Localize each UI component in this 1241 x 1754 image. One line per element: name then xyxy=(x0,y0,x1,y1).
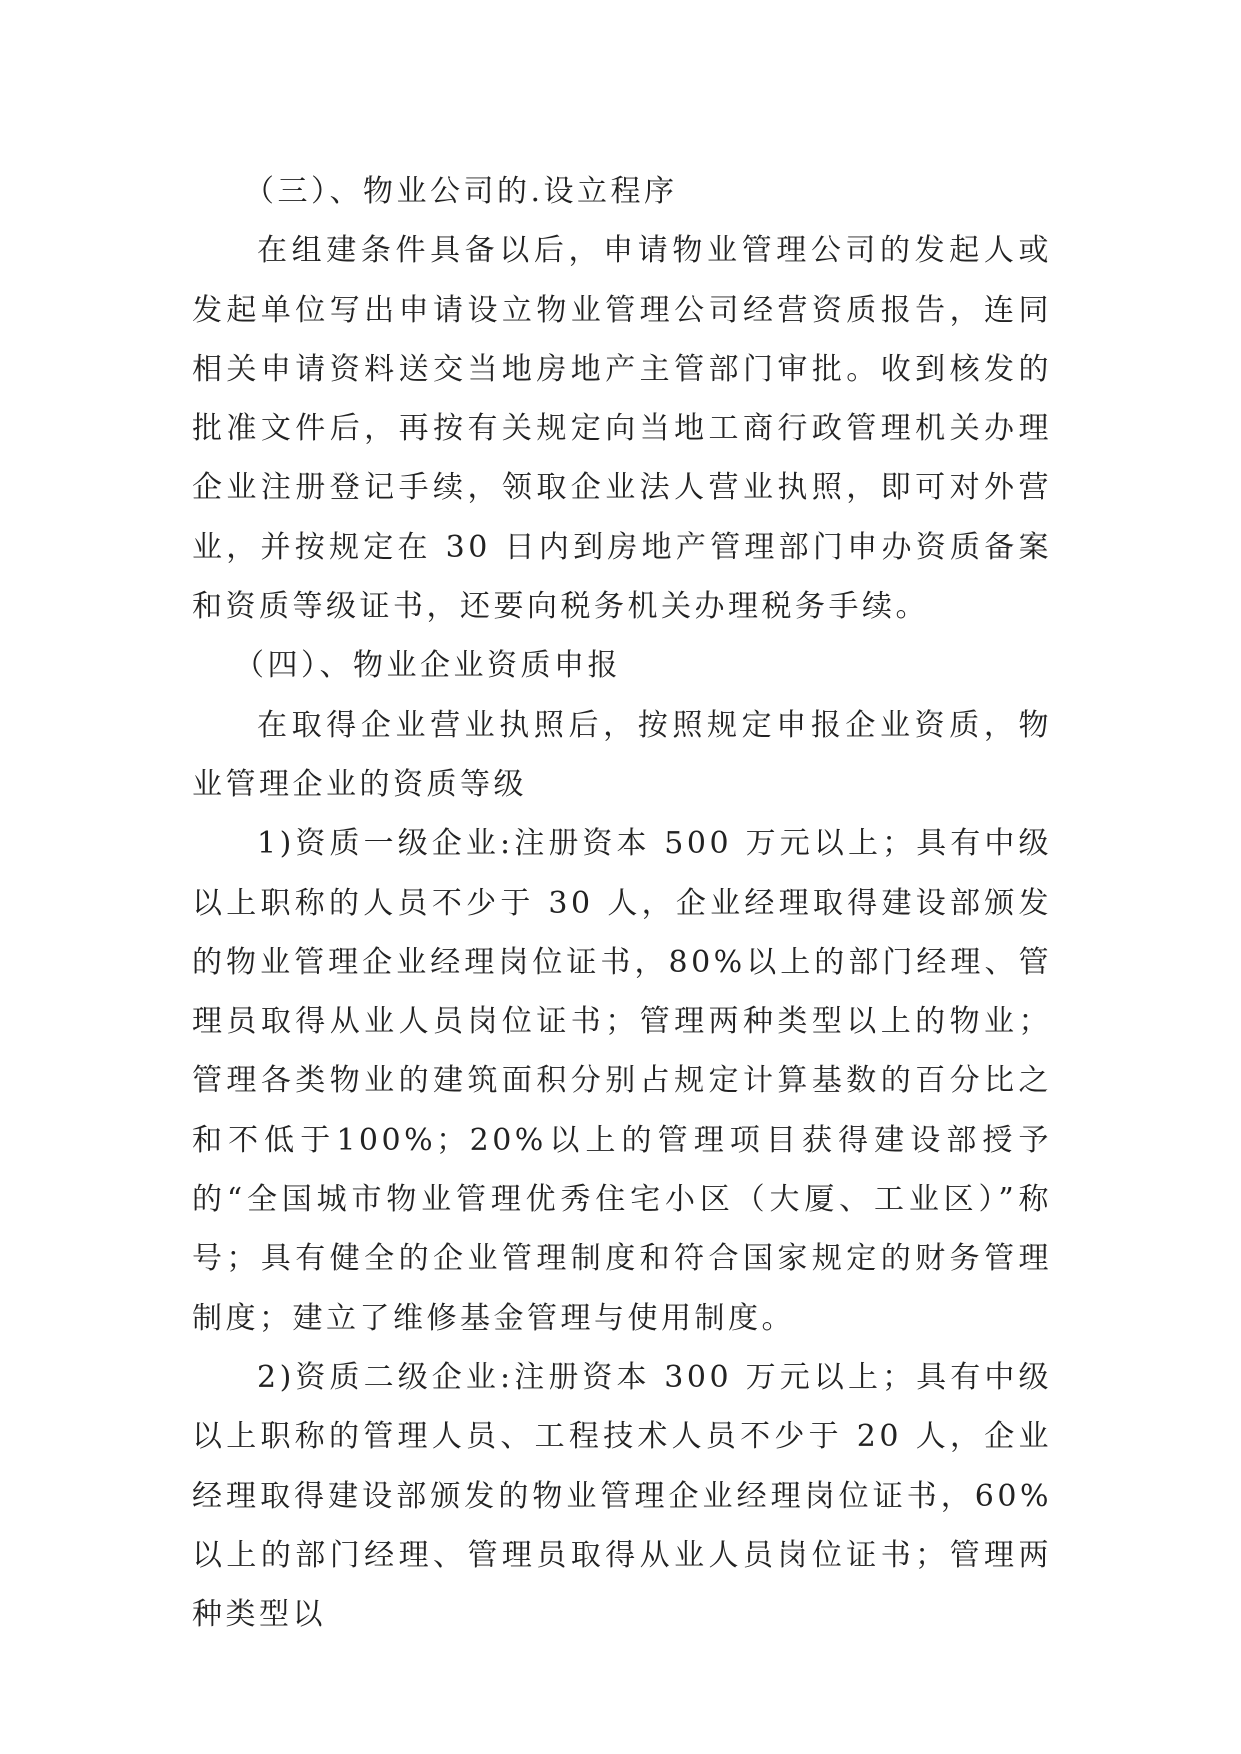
paragraph-grade-one: 1)资质一级企业:注册资本 500 万元以上；具有中级以上职称的人员不少于 30 人，企业经理取得建设部颁发的物业管理企业经理岗位证书，80%以上的部门经理、管理员取得从业人员岗位证书；管理两种类型以上的物业；管理各类物业的建筑面积分别占规定计算基数的百分比之和不低于100%；20%以上的管理项目获得建设部授予的“全国城市物业管理优秀住宅小区（大厦、工业区）”称号；具有健全的企业管理制度和符合国家规定的财务管理制度；建立了维修基金管理与使用制度。 xyxy=(192,826,1052,1336)
document-body xyxy=(192,162,1052,1644)
paragraph-establishment-procedure: 在组建条件具备以后，申请物业管理公司的发起人或发起单位写出申请设立物业管理公司经营资质报告，连同相关申请资料送交当地房地产主管部门审批。收到核发的批准文件后，再按有关规定向当地工商行政管理机关办理企业注册登记手续，领取企业法人营业执照，即可对外营业，并按规定在 30 日内到房地产管理部门申办资质备案和资质等级证书，还要向税务机关办理税务手续。 xyxy=(192,233,1052,625)
section-heading-qualification: （四）、物业企业资质申报 xyxy=(234,648,621,684)
paragraph-qualification-intro: 在取得企业营业执照后，按照规定申报企业资质，物业管理企业的资质等级 xyxy=(192,707,1052,802)
section-heading-establishment: （三）、物业公司的.设立程序 xyxy=(244,174,678,209)
paragraph-grade-two: 2)资质二级企业:注册资本 300 万元以上；具有中级以上职称的管理人员、工程技术人员不少于 20 人，企业经理取得建设部颁发的物业管理企业经理岗位证书，60%以上的部门经理、管理员取得从业人员岗位证书；管理两种类型以 xyxy=(192,1359,1052,1633)
